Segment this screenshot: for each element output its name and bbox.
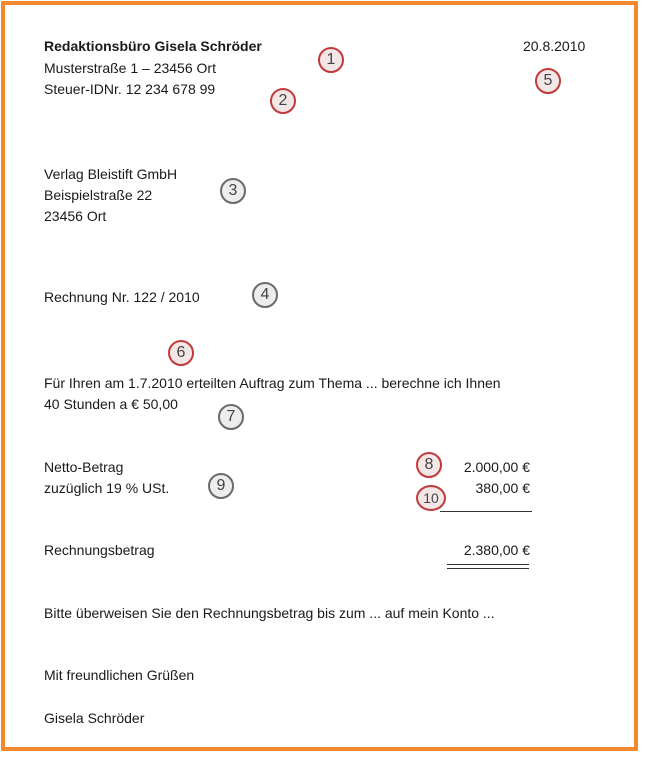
sender-name: Redaktionsbüro Gisela Schröder: [44, 38, 262, 54]
marker-1: 1: [318, 47, 344, 73]
marker-7: 7: [218, 404, 244, 430]
total-value: 2.380,00 €: [463, 542, 530, 558]
invoice-date: 20.8.2010: [523, 38, 586, 54]
marker-8: 8: [416, 452, 442, 478]
body-line-2: 40 Stunden a € 50,00: [44, 396, 178, 412]
vat-label: zuzüglich 19 % USt.: [44, 480, 170, 496]
vat-value: 380,00 €: [475, 480, 530, 496]
body-line-1: Für Ihren am 1.7.2010 erteilten Auftrag zum Thema ... berechne ich Ihnen: [44, 375, 501, 391]
net-amount-label: Netto-Betrag: [44, 459, 124, 475]
subtotal-underline: [440, 511, 532, 512]
closing-line: Mit freundlichen Grüßen: [44, 667, 195, 683]
payment-note: Bitte überweisen Sie den Rechnungsbetrag bis zum ... auf mein Konto ...: [44, 605, 495, 621]
total-double-underline-bottom: [447, 568, 529, 569]
net-amount-value: 2.000,00 €: [463, 459, 530, 475]
invoice-number: Rechnung Nr. 122 / 2010: [44, 289, 200, 305]
recipient-city: 23456 Ort: [44, 208, 107, 224]
total-label: Rechnungsbetrag: [44, 542, 155, 558]
total-double-underline-top: [447, 564, 529, 565]
signature: Gisela Schröder: [44, 710, 145, 726]
marker-5: 5: [535, 68, 561, 94]
marker-4: 4: [252, 282, 278, 308]
marker-3: 3: [220, 178, 246, 204]
recipient-street: Beispielstraße 22: [44, 187, 153, 203]
sender-street: Musterstraße 1 – 23456 Ort: [44, 60, 216, 76]
marker-6: 6: [168, 340, 194, 366]
recipient-company: Verlag Bleistift GmbH: [44, 166, 178, 182]
marker-10: 10: [416, 485, 446, 511]
marker-9: 9: [208, 473, 234, 499]
sender-tax-id: Steuer-IDNr. 12 234 678 99: [44, 81, 216, 97]
marker-2: 2: [270, 88, 296, 114]
